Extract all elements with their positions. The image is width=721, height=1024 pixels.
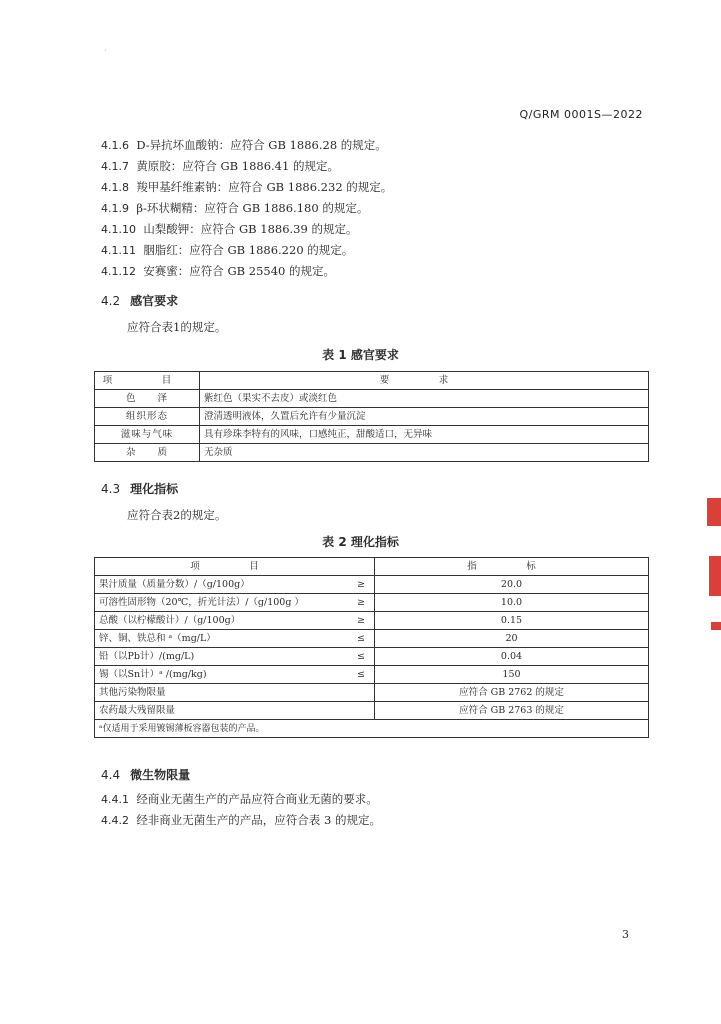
table-cell-relation: ≥ — [348, 612, 375, 630]
table-cell-item: 农药最大残留限量 — [95, 702, 375, 720]
clause-4-4-1 — [101, 791, 378, 807]
table-row — [95, 612, 649, 630]
physicochemical-indicators-table — [94, 557, 649, 738]
section-title: 感官要求 — [130, 294, 179, 308]
table-cell-item: 其他污染物限量 — [95, 684, 375, 702]
clause-4-1-10 — [101, 221, 357, 237]
table-cell-value: 20 — [375, 630, 649, 648]
clause-text: 安赛蜜：应符合 GB 25540 的规定。 — [143, 264, 335, 278]
clause-4-1-7 — [101, 158, 339, 174]
table-cell-relation: ≤ — [348, 666, 375, 684]
table-cell-item: 果汁质量（质量分数）/（g/100g） — [95, 576, 349, 594]
clause-text: 经非商业无菌生产的产品，应符合表 3 的规定。 — [136, 813, 381, 827]
table-row — [95, 390, 649, 408]
table-cell-relation: ≤ — [348, 630, 375, 648]
table-cell-item: 锡（以Sn计）ᵃ /(mg/kg) — [95, 666, 349, 684]
clause-number: 4.4.1 — [101, 793, 129, 806]
clause-number: 4.1.10 — [101, 223, 136, 236]
table-cell-relation: ≥ — [348, 594, 375, 612]
clause-number: 4.1.7 — [101, 160, 129, 173]
clause-text: 经商业无菌生产的产品应符合商业无菌的要求。 — [136, 792, 378, 806]
table-header-row — [95, 558, 649, 576]
clause-4-1-8 — [101, 179, 392, 195]
table-cell: 滋味与气味 — [95, 426, 200, 444]
table-cell-value: 150 — [375, 666, 649, 684]
clause-4-4-2 — [101, 812, 381, 828]
clause-number: 4.1.8 — [101, 181, 129, 194]
clause-number: 4.1.9 — [101, 202, 129, 215]
table-cell: 紫红色（果实不去皮）或淡红色 — [200, 390, 649, 408]
table-row — [95, 594, 649, 612]
clause-number: 4.4.2 — [101, 814, 129, 827]
clause-number: 4.1.6 — [101, 139, 129, 152]
table-cell-item: 锌、铜、铁总和 ᵃ（mg/L） — [95, 630, 349, 648]
table-cell-value: 0.15 — [375, 612, 649, 630]
page-number: 3 — [622, 928, 629, 941]
column-header-requirement: 要 求 — [200, 372, 649, 390]
table-row — [95, 444, 649, 462]
section-4-2-text: 应符合表1的规定。 — [127, 320, 227, 334]
clause-text: D-异抗坏血酸钠：应符合 GB 1886.28 的规定。 — [136, 138, 387, 152]
table-cell-item: 铅（以Pb计）/(mg/L) — [95, 648, 349, 666]
section-number: 4.3 — [101, 482, 121, 496]
table-row — [95, 408, 649, 426]
table-cell-relation: ≤ — [348, 648, 375, 666]
table-cell: 具有珍珠李特有的风味，口感纯正，甜酸适口，无异味 — [200, 426, 649, 444]
section-number: 4.4 — [101, 768, 121, 782]
table-note-row — [95, 720, 649, 738]
table-cell-value: 应符合 GB 2762 的规定 — [375, 684, 649, 702]
section-heading-4-2 — [101, 292, 178, 309]
table-cell: 组织形态 — [95, 408, 200, 426]
table-cell-item: 可溶性固形物（20℃，折光计法）/（g/100g ） — [95, 594, 349, 612]
table-row — [95, 426, 649, 444]
table-cell: 澄清透明液体，久置后允许有少量沉淀 — [200, 408, 649, 426]
seal-fragment — [709, 556, 721, 596]
table-row — [95, 630, 649, 648]
clause-text: 山梨酸钾：应符合 GB 1886.39 的规定。 — [143, 222, 358, 236]
table-header-row — [95, 372, 649, 390]
section-title: 理化指标 — [130, 482, 179, 496]
table2-caption: 表 2 理化指标 — [322, 535, 399, 549]
scan-speck: · — [104, 46, 107, 55]
clause-4-1-9 — [101, 200, 368, 216]
table-cell-value: 20.0 — [375, 576, 649, 594]
table-cell-value: 0.04 — [375, 648, 649, 666]
clause-4-1-11 — [101, 242, 353, 258]
table-cell-item: 总酸（以柠檬酸计）/（g/100g） — [95, 612, 349, 630]
seal-fragment — [707, 498, 721, 526]
table-cell: 色 泽 — [95, 390, 200, 408]
table-row — [95, 684, 649, 702]
table-row — [95, 666, 649, 684]
clause-text: β-环状糊精：应符合 GB 1886.180 的规定。 — [136, 201, 369, 215]
table-footnote: ᵃ仅适用于采用镀锡薄板容器包装的产品。 — [95, 720, 649, 738]
seal-fragment — [711, 622, 721, 630]
table-row — [95, 576, 649, 594]
table-cell: 无杂质 — [200, 444, 649, 462]
column-header-item: 项 目 — [95, 558, 375, 576]
clause-text: 黄原胶：应符合 GB 1886.41 的规定。 — [136, 159, 339, 173]
column-header-indicator: 指 标 — [375, 558, 649, 576]
sensory-requirements-table — [94, 371, 649, 462]
table1-caption: 表 1 感官要求 — [322, 348, 399, 362]
clause-4-1-6 — [101, 137, 387, 153]
section-4-3-text: 应符合表2的规定。 — [127, 508, 227, 522]
section-heading-4-4 — [101, 766, 190, 783]
clause-number: 4.1.12 — [101, 265, 136, 278]
clause-text: 胭脂红：应符合 GB 1886.220 的规定。 — [143, 243, 354, 257]
section-number: 4.2 — [101, 294, 121, 308]
table-cell: 杂 质 — [95, 444, 200, 462]
section-title: 微生物限量 — [130, 768, 191, 782]
document-code: Q/GRM 0001S—2022 — [519, 108, 643, 121]
clause-text: 羧甲基纤维素钠：应符合 GB 1886.232 的规定。 — [136, 180, 393, 194]
table-row — [95, 702, 649, 720]
section-heading-4-3 — [101, 480, 178, 497]
column-header-item: 项 目 — [95, 372, 200, 390]
clause-number: 4.1.11 — [101, 244, 136, 257]
table-cell-value: 应符合 GB 2763 的规定 — [375, 702, 649, 720]
clause-4-1-12 — [101, 263, 335, 279]
table-cell-value: 10.0 — [375, 594, 649, 612]
table-cell-relation: ≥ — [348, 576, 375, 594]
table-row — [95, 648, 649, 666]
